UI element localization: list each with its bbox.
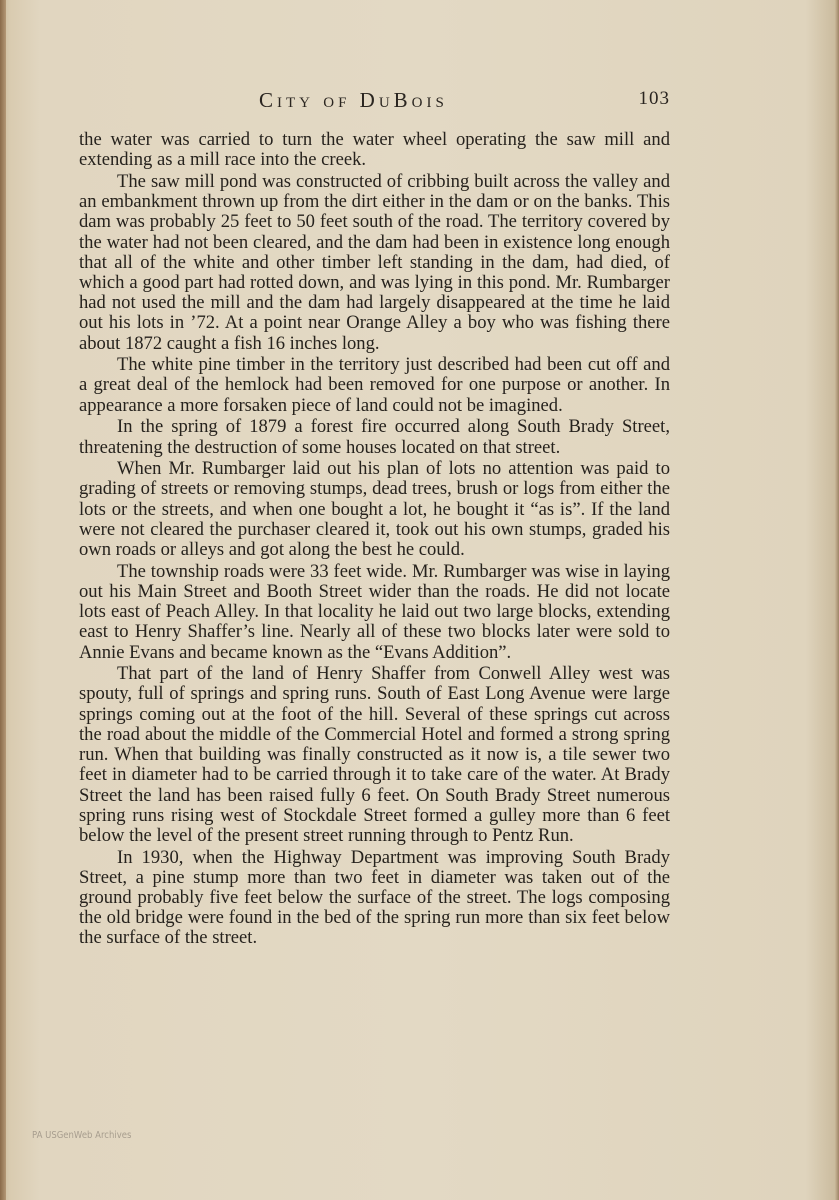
archive-watermark: PA USGenWeb Archives (32, 1130, 132, 1141)
paragraph: The township roads were 33 feet wide. Mr. Rumbarger was wise in laying out his Main Street and Booth Street wider than the roads. He did not locate lots east of Peach Alley. In that locality he laid out two large blocks, extending east to Henry Shaffer’s line. Nearly all of these two blocks later were sold to Annie Evans and became known as the “Evans Addition”. (79, 560, 670, 663)
paragraph: The white pine timber in the territory just described had been cut off and a great deal of the hemlock had been removed for one purpose or another. In appearance a more forsaken piece of land could not be imagined. (79, 354, 670, 416)
paragraph: The saw mill pond was constructed of cribbing built across the valley and an embankment thrown up from the dirt either in the dam or on the banks. This dam was probably 25 feet to 50 feet south of the road. The territory covered by the water had not been cleared, and the dam had been in existence long enough that all of the white and other timber left standing in the dam, had died, of which a good part had rotted down, and was lying in this pond. Mr. Rumbarger had not used the mill and the dam had largely disappeared at the time he laid out his lots in ’72. At a point near Orange Alley a boy who was fishing there about 1872 caught a fish 16 inches long. (79, 170, 670, 354)
paragraph: In 1930, when the Highway Department was improving South Brady Street, a pine stump more than two feet in diameter was taken out of the ground probably five feet below the surface of the street. The logs composing the old bridge were found in the bed of the spring run more than six feet below the surface of the street. (79, 846, 670, 949)
paragraph: When Mr. Rumbarger laid out his plan of lots no attention was paid to grading of streets or removing stumps, dead trees, brush or logs from either the lots or the streets, and when one bought a lot, he bought it “as is”. If the land were not cleared the purchaser cleared it, took out his own stumps, graded his own roads or alleys and got along the best he could. (79, 458, 670, 561)
page-right-edge (835, 0, 839, 1200)
body-text (79, 130, 670, 950)
page-header (79, 88, 670, 118)
paragraph: That part of the land of Henry Shaffer from Conwell Alley west was spouty, full of springs and spring runs. South of East Long Avenue were large springs coming out at the foot of the hill. Several of these springs cut across the road about the middle of the Commercial Hotel and formed a strong spring run. When that building was finally constructed as it now is, a tile sewer two feet in diameter had to be carried through it to take care of the water. At Brady Street the land has been raised fully 6 feet. On South Brady Street numerous spring runs rising west of Stockdale Street formed a gulley more than 6 feet below the level of the present street running through to Pentz Run. (79, 663, 670, 846)
page-number: 103 (638, 88, 670, 109)
paragraph: the water was carried to turn the water wheel operating the saw mill and extending as a mill race into the creek. (79, 129, 670, 171)
paragraph: In the spring of 1879 a forest fire occurred along South Brady Street, threatening the destruction of some houses located on that street. (79, 416, 670, 458)
page-binding-edge (0, 0, 6, 1200)
running-head: City of DuBois (259, 88, 448, 112)
